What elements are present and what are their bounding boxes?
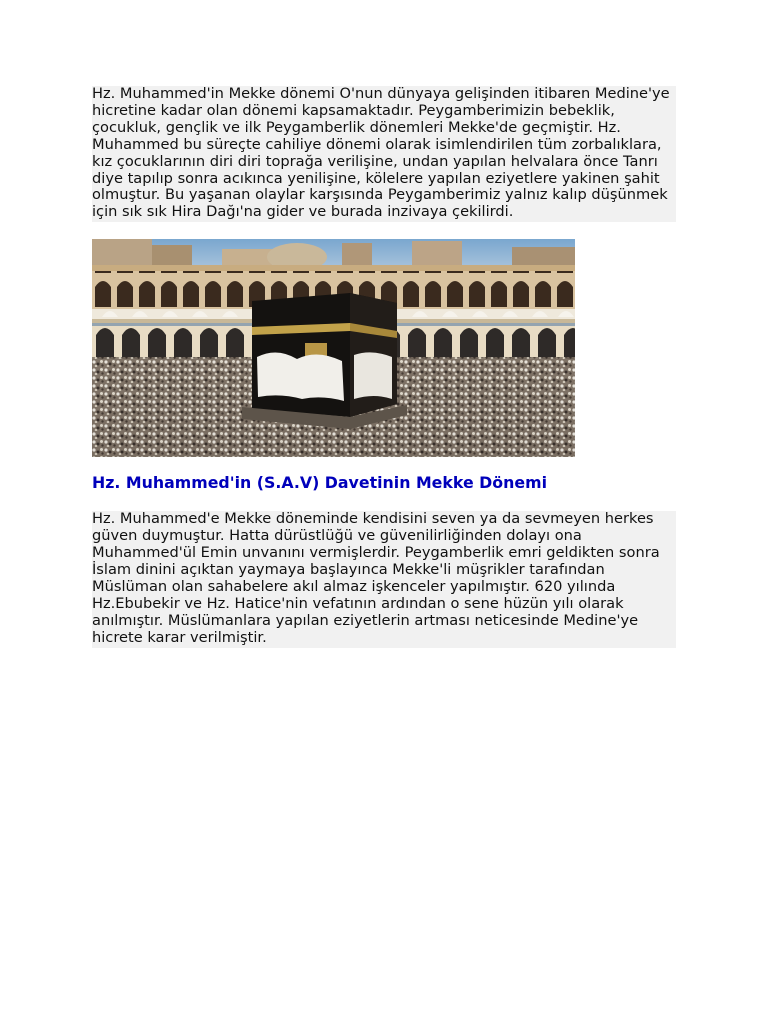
- section-heading: Hz. Muhammed'in (S.A.V) Davetinin Mekke Dönemi: [92, 473, 547, 493]
- spacer: [92, 222, 676, 239]
- spacer: [92, 493, 676, 511]
- kaaba-photo: [92, 239, 575, 457]
- second-paragraph: Hz. Muhammed'e Mekke döneminde kendisini seven ya da sevmeyen herkes güven duymuştur. Hatta dürüstlüğü ve güvenilirliğinden dolayı ona Muhammed'ül Emin unvanını vermişlerdir. Peygamberlik emri geldikten sonra İslam dinini açıktan yaymaya başlayınca Mekke'li müşrikler tarafından Müslüman olan sahabelere akıl almaz işkenceler yapılmıştır. 620 yılında Hz.Ebubekir ve Hz. Hatice'nin vefatının ardından o sene hüzün yılı olarak anılmıştır. Müslümanlara yapılan eziyetlerin artması neticesinde Medine'ye hicrete karar verilmiştir.: [92, 511, 676, 647]
- document-page: [92, 86, 676, 648]
- intro-paragraph: Hz. Muhammed'in Mekke dönemi O'nun dünyaya gelişinden itibaren Medine'ye hicretine kadar olan dönemi kapsamaktadır. Peygamberimizin bebeklik, çocukluk, gençlik ve ilk Peygamberlik dönemleri Mekke'de geçmiştir. Hz. Muhammed bu süreçte cahiliye dönemi olarak isimlendirilen tüm zorbalıklara, kız çocuklarının diri diri toprağa verilişine, undan yapılan helvalara önce Tanrı diye tapılıp sonra acıkınca yenilişine, kölelere yapılan eziyetlere yakinen şahit olmuştur. Bu yaşanan olaylar karşısında Peygamberimiz yalnız kalıp düşünmek için sık sık Hira Dağı'na gider ve burada inzivaya çekilirdi.: [92, 86, 676, 222]
